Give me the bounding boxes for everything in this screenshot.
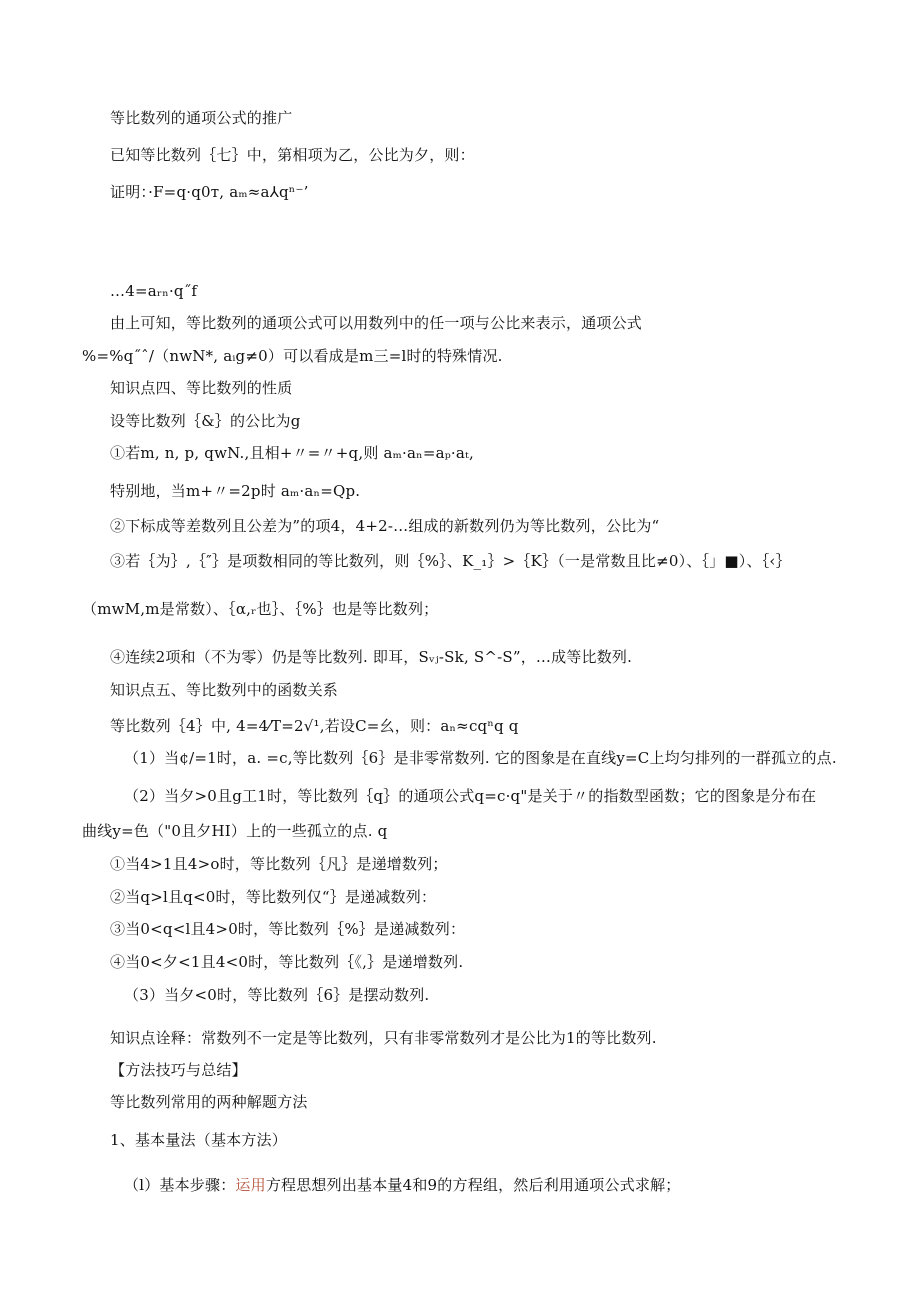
text-line: 由上可知，等比数列的通项公式可以用数列中的任一项与公比来表示，通项公式: [110, 314, 643, 332]
text-line: %=%q˝ˆ/（nwN*, aᵢg≠0）可以看成是m三=l时的特殊情况.: [82, 347, 503, 365]
text-line: 设等比数列｛&｝的公比为g: [110, 412, 301, 430]
text-line: [124, 1175, 681, 1195]
text-line: （1）当¢/=1时，a. =c,等比数列｛6｝是非零常数列. 它的图象是在直线y=C上均匀排列的一群孤立的点.: [124, 749, 837, 767]
text-line: ③当0<q<l且4>0时，等比数列｛%｝是递减数列：: [110, 920, 466, 938]
highlighted-text: 运用: [235, 1176, 266, 1194]
text-line: 等比数列的通项公式的推广: [110, 109, 293, 127]
text-segment: （l）基本步骤：: [124, 1176, 236, 1194]
section-heading: 【方法技巧与总结】: [110, 1061, 247, 1079]
text-line: 已知等比数列｛七｝中，第相项为乙，公比为夕，则：: [110, 146, 475, 164]
text-line: ①当4>1且4>o时，等比数列｛凡｝是递增数列；: [110, 855, 448, 873]
text-line: ④连续2项和（不为零）仍是等比数列. 即耳，Sᵥⱼ-Sk, S^-S”，…成等比数列.: [110, 648, 633, 666]
text-line: 曲线y=色（"0且夕HI）上的一些孤立的点. q: [82, 822, 388, 840]
text-line: …4=aᵣₙ·q˝f: [110, 282, 198, 300]
text-line: ②下标成等差数列且公差为”的项4，4+2-…组成的新数列仍为等比数列，公比为“: [110, 517, 660, 535]
text-line: 1、基本量法（基本方法）: [110, 1131, 287, 1149]
text-line: ②当q>l且q<0时，等比数列仅“｝是递减数列：: [110, 888, 437, 906]
text-line: ④当0<夕<1且4<0时，等比数列｛《,｝是递增数列.: [110, 953, 464, 971]
text-line: 等比数列常用的两种解题方法: [110, 1093, 308, 1111]
text-line: 证明：·F=q·q0т, aₘ≈a⅄qⁿ⁻’: [110, 183, 309, 201]
text-segment: 方程思想列出基本量4和9的方程组，然后利用通项公式求解；: [265, 1176, 681, 1194]
text-line: （2）当夕>0且g工1时，等比数列｛q｝的通项公式q=c·q"是关于〃的指数型函数；它的图象是分布在: [124, 787, 817, 805]
text-line: （mwM,m是常数）、｛α,ᵣ也｝、｛%｝也是等比数列；: [82, 600, 439, 618]
text-line: 知识点诠释：常数列不一定是等比数列，只有非零常数列才是公比为1的等比数列.: [110, 1029, 657, 1047]
text-line: （3）当夕<0时，等比数列｛6｝是摆动数列.: [124, 986, 430, 1004]
section-heading: 知识点五、等比数列中的函数关系: [110, 681, 339, 699]
text-line: ①若m, n, p, qwN.,且相+〃=〃+q,则 aₘ·aₙ=aₚ·aₜ,: [110, 444, 474, 462]
text-line: 特别地，当m+〃=2p时 aₘ·aₙ=Qp.: [110, 482, 361, 500]
text-line: 等比数列｛4｝中, 4=4⁄T=2√¹,若设C=幺，则：aₙ≈cqⁿq q: [110, 717, 519, 735]
section-heading: 知识点四、等比数列的性质: [110, 379, 293, 397]
text-line: ③若｛为｝,｛″｝是项数相同的等比数列，则｛%｝、K_₁｝>｛K｝（一是常数且比≠0）、｛」■）、｛‹｝: [110, 552, 791, 570]
